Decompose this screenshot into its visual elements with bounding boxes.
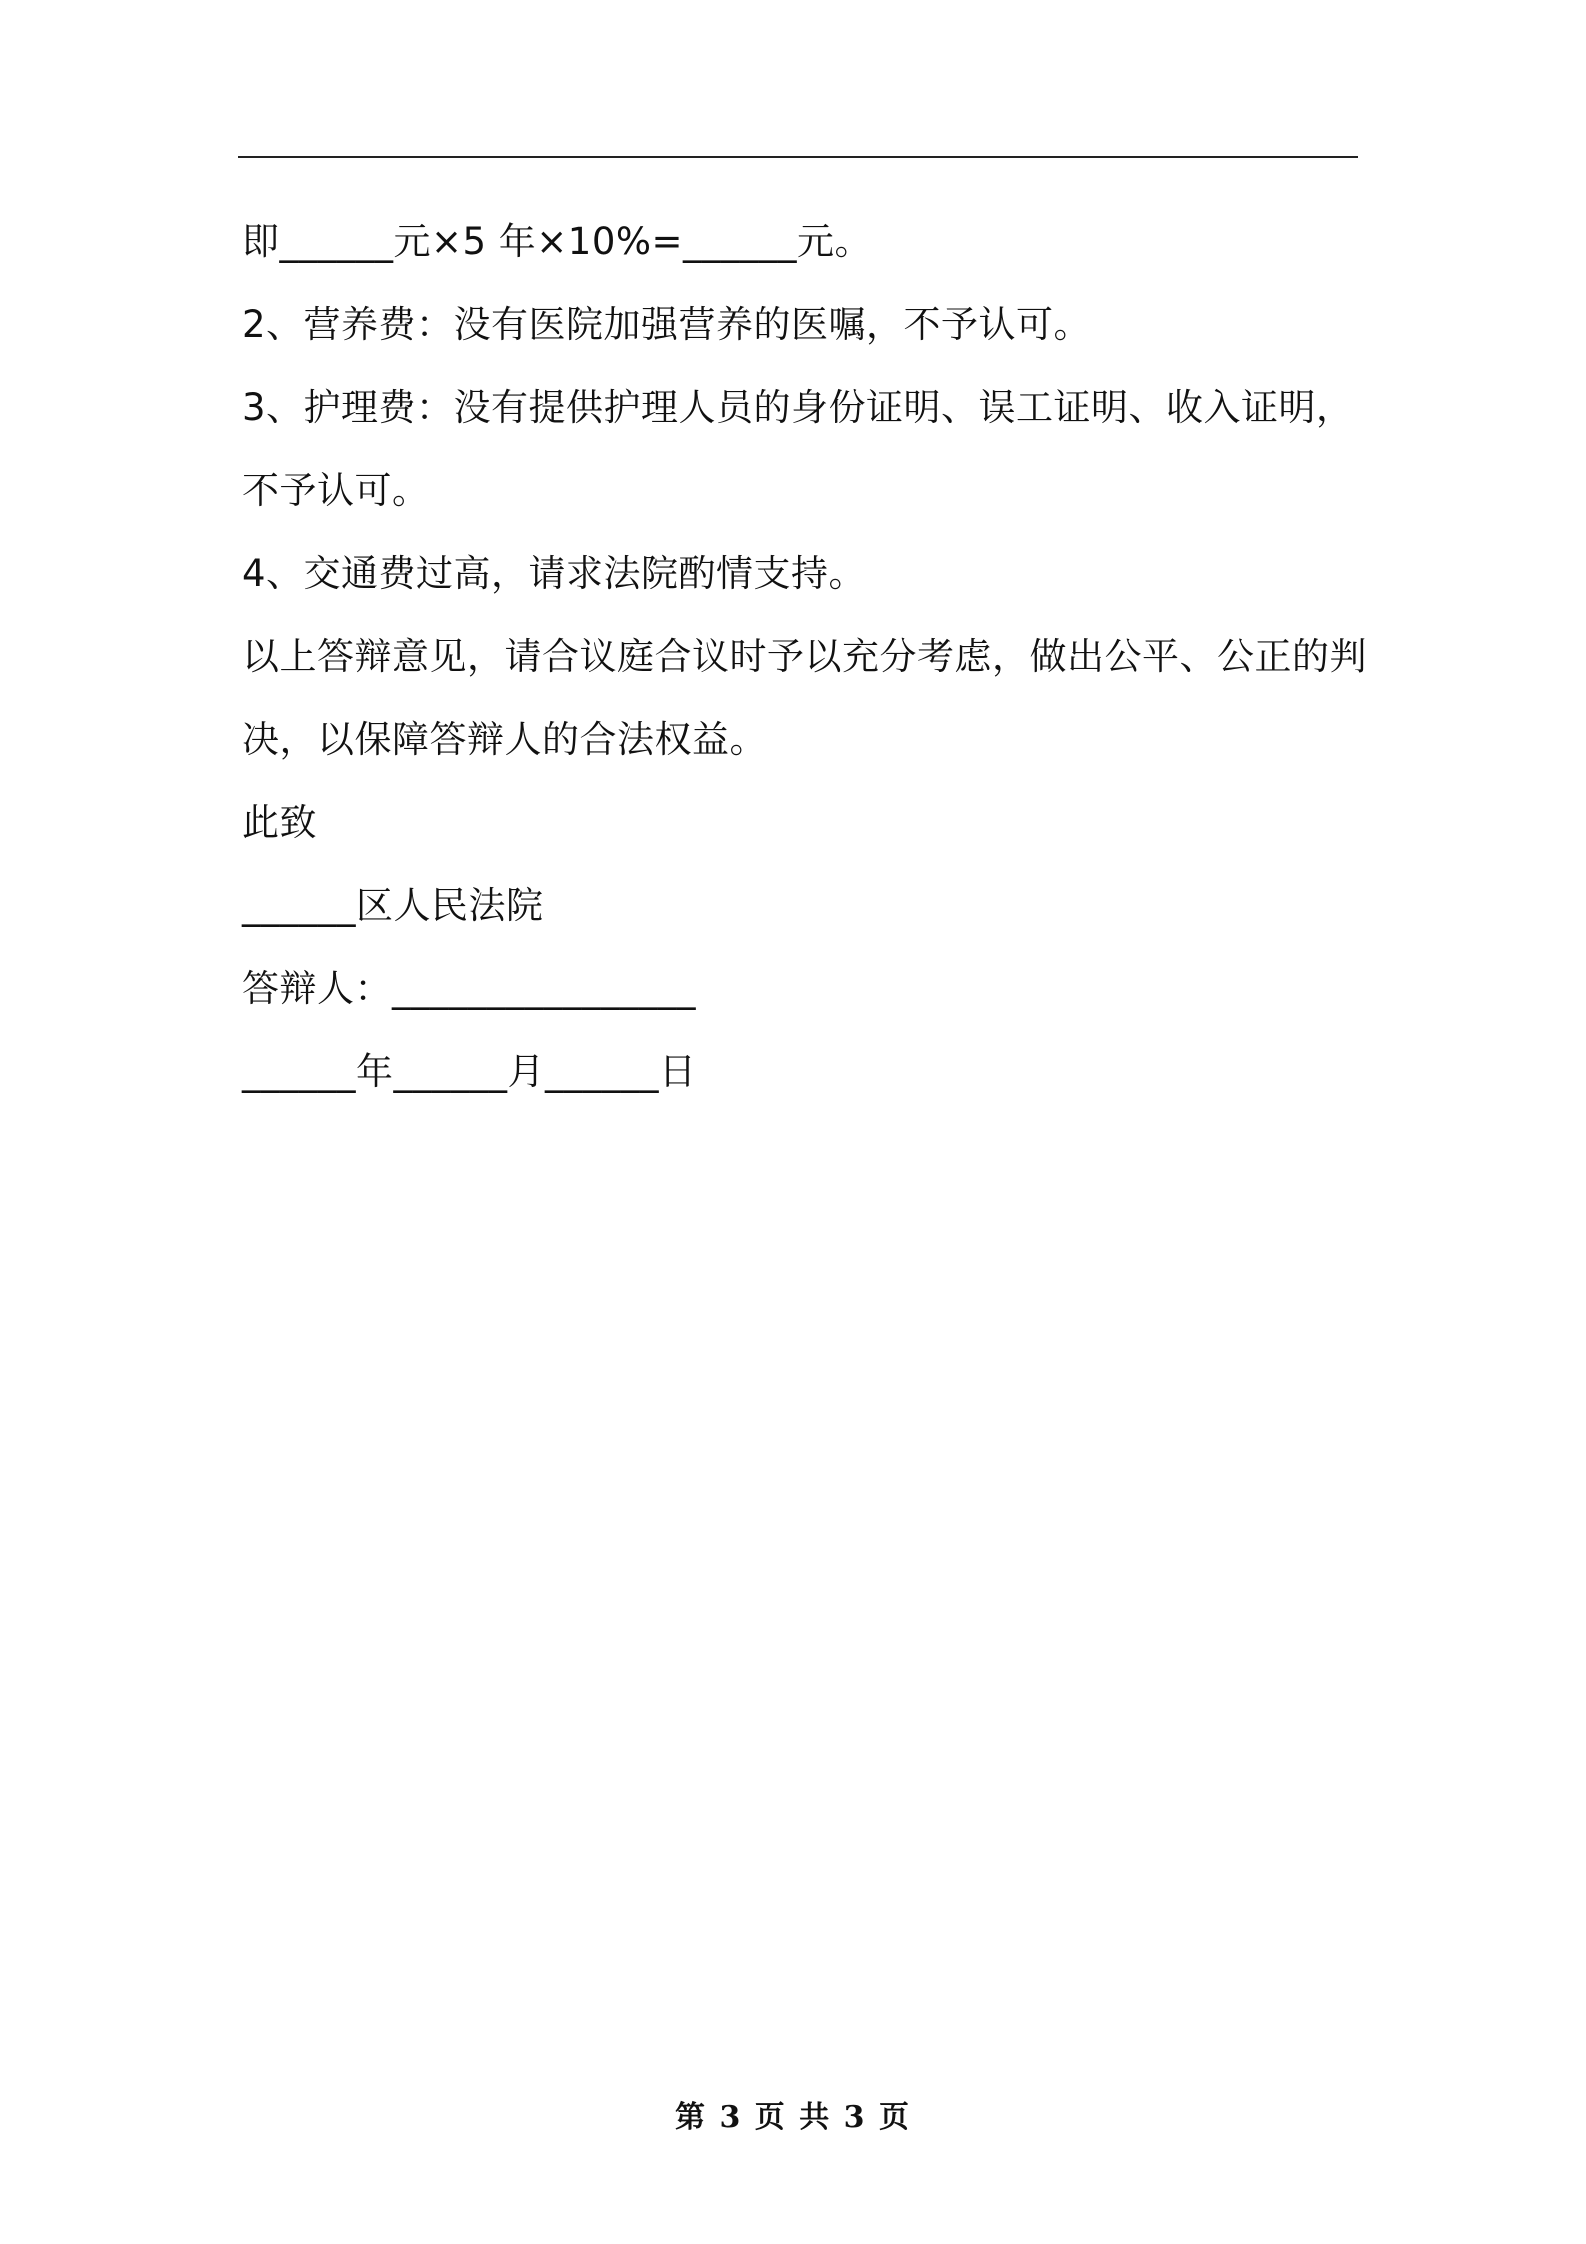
transport-fee-line: 4、交通费过高，请求法院酌情支持。 (242, 552, 867, 595)
defense-summary-line-cont: 决，以保障答辩人的合法权益。 (242, 718, 767, 761)
court-line: ______区人民法院 (242, 884, 544, 927)
document-body (242, 200, 1367, 1113)
nursing-fee-line-cont: 不予认可。 (242, 469, 430, 512)
page-number: 第 3 页 共 3 页 (675, 2100, 911, 2135)
date-line: ______年______月______日 (242, 1050, 697, 1093)
salutation-line: 此致 (242, 801, 317, 844)
nursing-fee-line: 3、护理费：没有提供护理人员的身份证明、误工证明、收入证明， (242, 386, 1354, 429)
header-rule (238, 156, 1358, 158)
nutrition-fee-line: 2、营养费：没有医院加强营养的医嘱，不予认可。 (242, 303, 1092, 346)
respondent-signature-line: 答辩人：________________ (242, 967, 696, 1010)
calculation-line: 即______元×5 年×10%=______元。 (242, 220, 873, 263)
defense-summary-line: 以上答辩意见，请合议庭合议时予以充分考虑，做出公平、公正的判 (242, 635, 1367, 678)
